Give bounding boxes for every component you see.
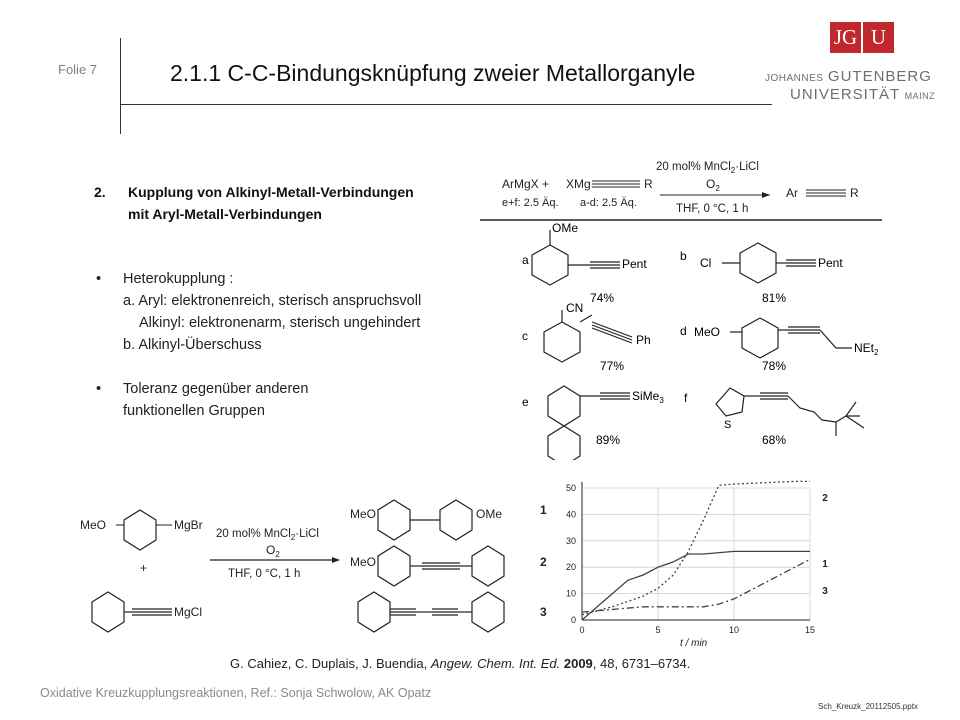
- chart-x-tick-label: 5: [655, 625, 661, 635]
- svg-text:NEt2: NEt$_2$: [854, 341, 879, 357]
- scheme2-plus: +: [140, 561, 148, 575]
- chart-y-tick-label: 30: [565, 535, 576, 546]
- header-vertical-divider: [120, 38, 121, 134]
- university-name-line1: [765, 68, 932, 86]
- reactant1-ring: [124, 510, 156, 550]
- scheme1-eq-right: a-d: 2.5 Äq.: [580, 197, 637, 209]
- bullet-item-toleranz: [96, 378, 496, 422]
- section-number: 2.: [94, 184, 106, 200]
- chart-x-tick-label: 10: [728, 625, 740, 635]
- bullet-line: a. Aryl: elektronenreich, sterisch anspruchsvoll: [123, 293, 422, 309]
- university-city: MAINZ: [904, 91, 936, 101]
- chart-y-tick-label: 50: [565, 483, 576, 493]
- chart-series-label-2: 2: [822, 493, 828, 504]
- citation: G. Cahiez, C. Duplais, J. Buendia, Angew. Chem. Int. Ed. 2009, 48, 6731–6734.: [230, 656, 691, 671]
- product-f-structure: [716, 388, 864, 436]
- scheme2-catalyst-tail: ·LiCl: [295, 528, 319, 540]
- footer-text: Oxidative Kreuzkupplungsreaktionen, Ref.: Sonja Schwolow, AK Opatz: [40, 686, 432, 700]
- section-title-line2: mit Aryl-Metall-Verbindungen: [128, 206, 322, 222]
- product-c-label: c: [522, 329, 528, 343]
- product-a-sub1: OMe: [552, 221, 579, 235]
- bullet-line: b. Alkinyl-Überschuss: [123, 337, 262, 353]
- bullet-line: Alkinyl: elektronenarm, sterisch ungehindert: [139, 315, 421, 331]
- scheme2-reactant1-left: MeO: [80, 518, 107, 532]
- chart-y-tick-label: 20: [565, 562, 576, 573]
- header-horizontal-divider: [120, 104, 772, 105]
- product-c-sub2: Ph: [636, 333, 651, 347]
- section-heading: [94, 181, 414, 225]
- bullet-dot: •: [96, 271, 102, 287]
- scheme1-catalyst-tail: ·LiCl: [735, 161, 759, 173]
- chart-x-tick-label: 15: [804, 625, 816, 635]
- reaction-scheme-homo-hetero: [60, 480, 560, 645]
- scheme2-p1-right: OMe: [476, 507, 503, 521]
- university-logo: [830, 22, 894, 53]
- chart-x-tick-label: 0: [579, 625, 585, 635]
- product-c-sub1: CN: [566, 301, 584, 315]
- bullet-line: funktionellen Gruppen: [123, 403, 265, 419]
- product-e-yield: 89%: [596, 433, 621, 447]
- chart-series-label-3: 3: [822, 586, 828, 597]
- bullet-list: [96, 268, 496, 422]
- chart-series-label-1: 1: [822, 559, 828, 570]
- chart-series-line-2: [582, 481, 810, 614]
- slide-title: 2.1.1 C-C-Bindungsknüpfung zweier Metallorganyle: [170, 60, 696, 86]
- product-a-sub2: Pent: [622, 257, 647, 271]
- product-b-sub1: Cl: [700, 256, 712, 270]
- scheme1-reagent-r: R: [644, 177, 653, 191]
- scheme1-catalyst: 20 mol% MnCl: [656, 161, 731, 173]
- university-name-line2: [790, 86, 935, 104]
- scheme1-product-ar: Ar: [786, 186, 798, 200]
- reaction-scheme-aryl-alkynyl: [480, 150, 900, 460]
- product-e-structure: [548, 386, 630, 460]
- product-b-label: b: [680, 249, 687, 263]
- logo-right-box: U: [863, 22, 894, 53]
- bullet-item-heterokupplung: [96, 268, 496, 356]
- chart-y-tick-label: 0: [570, 615, 576, 625]
- logo-left-box: JG: [830, 22, 861, 53]
- chart-y-tick-label: 10: [565, 588, 576, 599]
- bullet-line: Heterokupplung :: [123, 271, 234, 287]
- university-surname: GUTENBERG: [827, 68, 932, 85]
- scheme1-product-r: R: [850, 186, 859, 200]
- scheme2-p2-left: MeO: [350, 555, 377, 569]
- product-a-yield: 74%: [590, 291, 615, 305]
- svg-text:O2: $O_2$: [706, 177, 720, 193]
- product-a-structure: [532, 230, 620, 285]
- scheme2-p3-num: 3: [540, 605, 547, 619]
- reactant2-ring: [92, 592, 124, 632]
- scheme2-p1-left: MeO: [350, 507, 377, 521]
- product-d-structure: [730, 318, 852, 358]
- kinetics-chart: [540, 470, 840, 650]
- scheme2-reactant1-right: MgBr: [174, 518, 203, 532]
- scheme2-catalyst: 20 mol% MnCl: [216, 528, 291, 540]
- chart-x-axis-label: t / min: [680, 638, 708, 649]
- scheme2-reactant2-right: MgCl: [174, 605, 203, 619]
- bullet-line: Toleranz gegenüber anderen: [123, 381, 309, 397]
- university-first-name: JOHANNES: [765, 73, 824, 84]
- chart-y-tick-label: 40: [565, 509, 576, 520]
- bullet-dot: •: [96, 381, 102, 397]
- university-word: UNIVERSITÄT: [790, 86, 901, 103]
- svg-text:O2: $O_2$: [266, 543, 280, 559]
- scheme1-oxidant: O: [706, 177, 716, 191]
- section-title-line1: Kupplung von Alkinyl-Metall-Verbindungen: [128, 184, 414, 200]
- product-a-label: a: [522, 253, 529, 267]
- svg-text:SiMe3: SiMe$_3$: [632, 389, 664, 405]
- scheme1-eq-left: e+f: 2.5 Äq.: [502, 197, 559, 209]
- scheme1-reagent-left: ArMgX +: [502, 177, 550, 191]
- product-c-yield: 77%: [600, 359, 625, 373]
- product-b-sub2: Pent: [818, 256, 843, 270]
- scheme2-conditions: THF, 0 °C, 1 h: [228, 568, 301, 580]
- product-d-yield: 78%: [762, 359, 787, 373]
- product-d-label: d: [680, 324, 687, 338]
- product-f-label: f: [684, 391, 688, 405]
- slide-number: Folie 7: [58, 62, 98, 77]
- scheme2-oxidant: O: [266, 543, 276, 557]
- svg-text:20 mol% MnCl2·LiCl: 20 mol% MnCl$_2$·LiCl: [216, 528, 319, 542]
- scheme1-conditions: THF, 0 °C, 1 h: [676, 203, 749, 215]
- product-e-label: e: [522, 395, 529, 409]
- product-f-yield: 68%: [762, 433, 787, 447]
- scheme1-reagent-mid: XMg: [566, 177, 591, 191]
- scheme2-p1-num: 1: [540, 503, 547, 517]
- product-e-sub2: SiMe: [632, 389, 660, 403]
- product-d-sub1: MeO: [694, 325, 721, 339]
- svg-text:20 mol% MnCl2·LiCl: 20 mol% MnCl$_2$·LiCl: [656, 161, 759, 175]
- product-b-structure: [722, 243, 816, 283]
- product-c-structure: [544, 310, 632, 362]
- product-f-sub1: S: [724, 419, 732, 431]
- file-name: Sch_Kreuzk_20112505.pptx: [818, 702, 918, 711]
- scheme2-p2-num: 2: [540, 555, 547, 569]
- product-b-yield: 81%: [762, 291, 787, 305]
- product-d-sub2: NEt: [854, 341, 875, 355]
